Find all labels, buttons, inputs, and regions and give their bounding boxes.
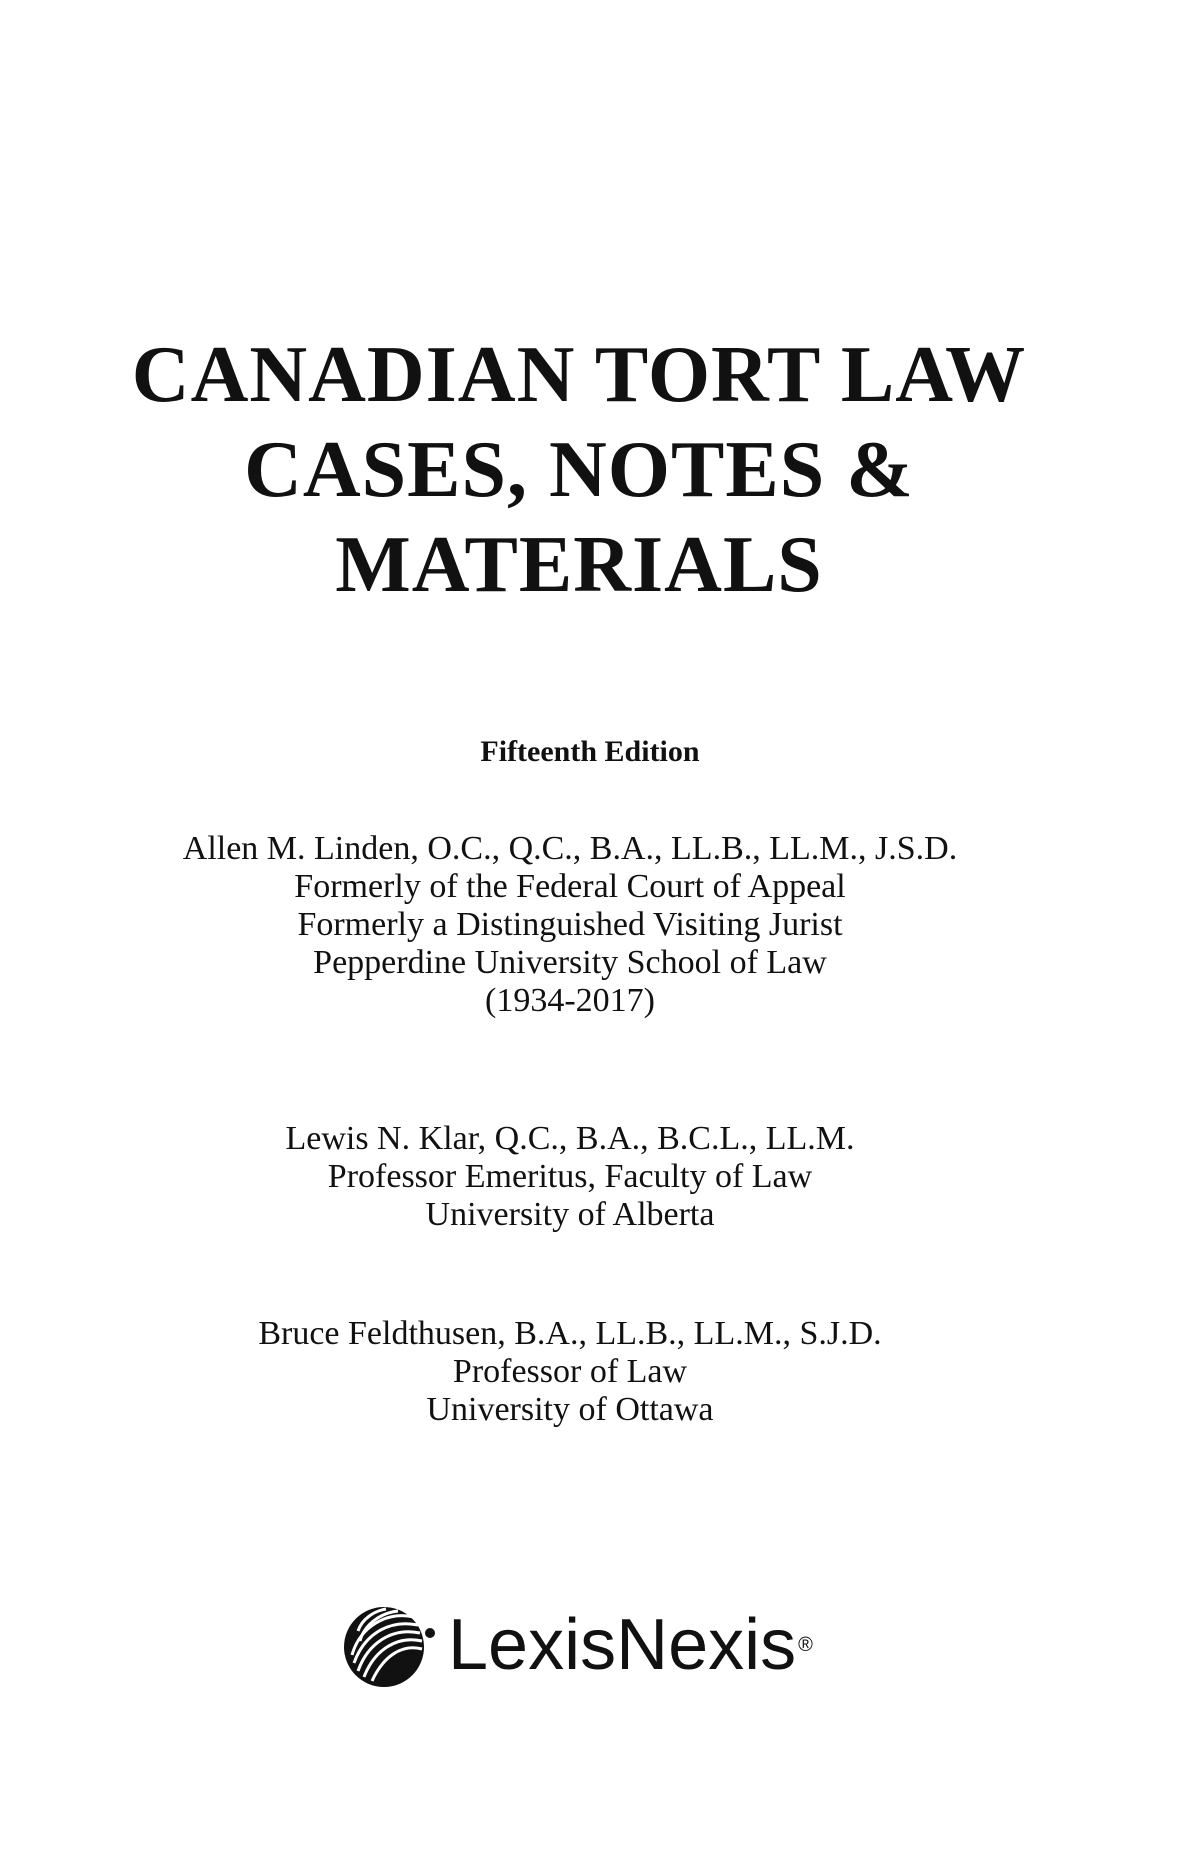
registered-mark: ®: [798, 1634, 813, 1656]
author-block-feldthusen: [0, 1315, 1170, 1429]
author-block-linden: [0, 830, 1170, 1020]
book-title: [0, 328, 1200, 613]
author-detail: Formerly a Distinguished Visiting Jurist: [297, 906, 843, 943]
author-name: Lewis N. Klar, Q.C., B.A., B.C.L., LL.M.: [285, 1120, 855, 1157]
lexisnexis-logo-icon: [340, 1597, 436, 1693]
author-detail: Professor Emeritus, Faculty of Law: [327, 1158, 813, 1195]
author-detail: University of Ottawa: [426, 1391, 714, 1428]
author-detail: Formerly of the Federal Court of Appeal: [294, 868, 846, 905]
author-name: Allen M. Linden, O.C., Q.C., B.A., LL.B., LL.M., J.S.D.: [182, 830, 958, 867]
author-block-klar: [0, 1120, 1170, 1234]
publisher-name: LexisNexis: [448, 1605, 797, 1685]
title-line-3: MATERIALS: [335, 521, 823, 609]
title-line-2: CASES, NOTES &: [244, 426, 914, 514]
author-detail: (1934-2017): [485, 982, 655, 1019]
title-line-1: CANADIAN TORT LAW: [131, 331, 1027, 419]
edition-label: Fifteenth Edition: [480, 735, 700, 768]
author-detail: University of Alberta: [425, 1196, 715, 1233]
author-name: Bruce Feldthusen, B.A., LL.B., LL.M., S.J.D.: [258, 1315, 882, 1352]
author-detail: Pepperdine University School of Law: [313, 944, 827, 981]
publisher-logo: [340, 1590, 860, 1700]
author-detail: Professor of Law: [452, 1353, 688, 1390]
